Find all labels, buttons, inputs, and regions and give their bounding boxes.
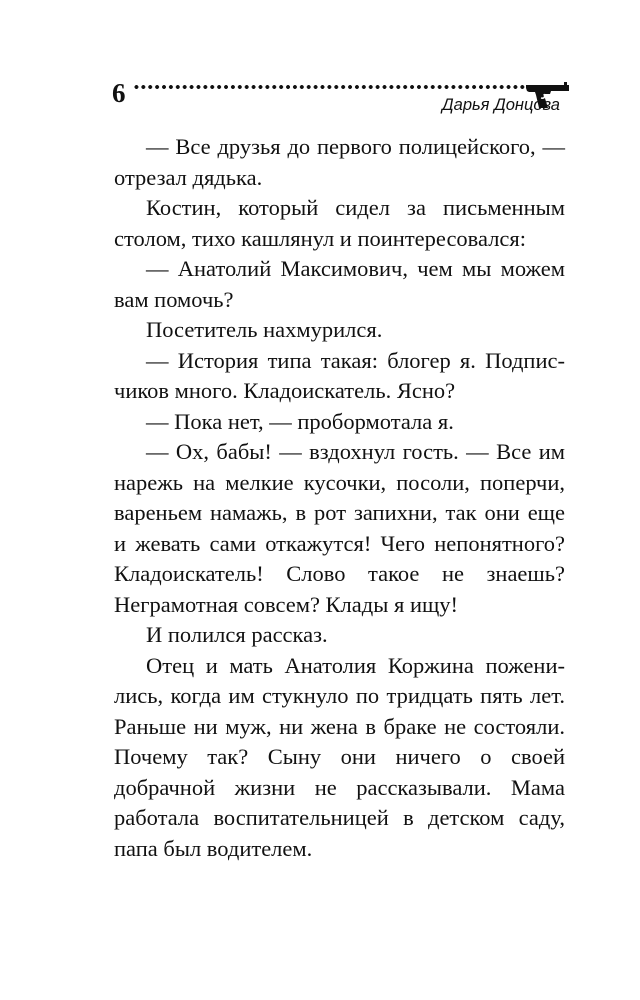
paragraph: — История типа такая: блогер я. Подписчиков много. Кладоискатель. Ясно?	[114, 347, 565, 403]
paragraph: — Все друзья до первого полицейского, — отрезал дядька.	[114, 134, 565, 190]
paragraph: — Ох, бабы! — вздохнул гость. — Все им нарежь на мелкие кусочки, посоли, поперчи, вареньем намажь, в рот запихни, так они еще и жевать сами откажутся! Чего непонятного? Кладоискатель! Слово такое не знаешь? Неграмотная совсем? Клады я ищу!	[114, 439, 565, 617]
body-text	[114, 132, 565, 864]
paragraph: И полился рассказ.	[146, 622, 328, 647]
paragraph: Костин, который сидел за письменным столом, тихо кашлянул и поинтересовался:	[114, 195, 565, 251]
author-name: Дарья Донцова	[442, 96, 560, 114]
paragraph: — Анатолий Максимович, чем мы можем вам помочь?	[114, 256, 565, 312]
paragraph: — Пока нет, — пробормотала я.	[146, 408, 454, 434]
dotted-leader	[133, 83, 531, 91]
page-number: 6	[112, 78, 126, 108]
paragraph: Отец и мать Анатолия Коржина поженились, когда им стукнуло по тридцать пять лет. Раньше ни муж, ни жена в браке не состояли. Почему так? Сыну они ничего о своей добрачной жизни не рассказывали. Мама работала воспитательницей в детском саду, папа был водителем.	[114, 652, 565, 861]
paragraph: Посетитель нахмурился.	[146, 317, 383, 342]
